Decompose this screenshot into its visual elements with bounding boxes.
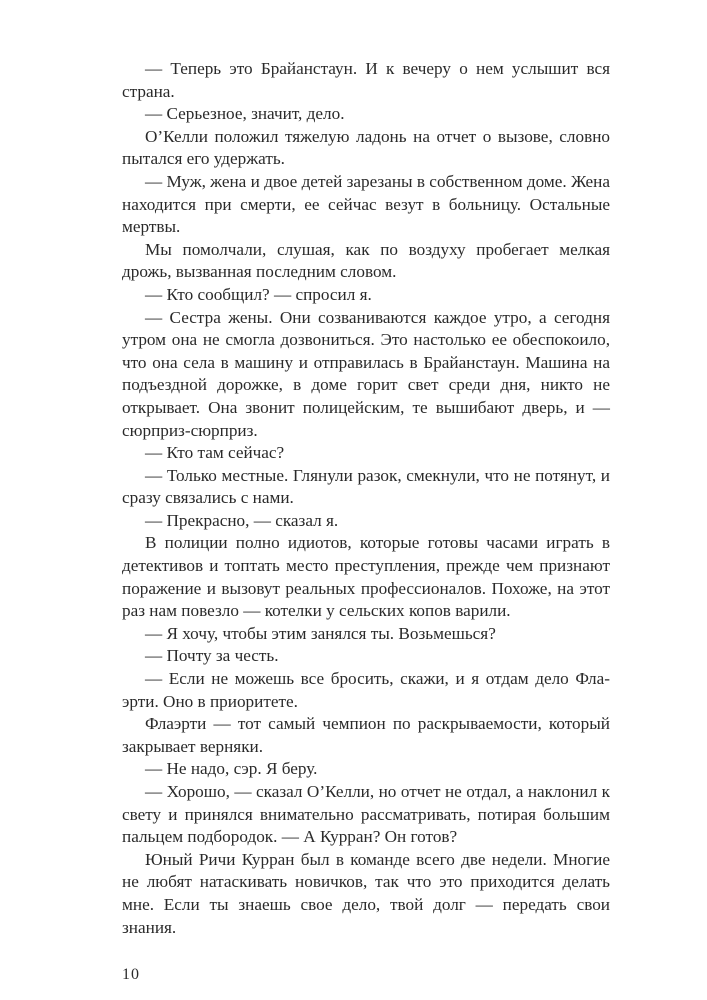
paragraph: — Кто там сейчас? [145, 443, 285, 463]
paragraph: — Прекрасно, — сказал я. [145, 510, 339, 530]
paragraph: Юный Ричи Курран был в команде всего две недели. Многие не любят натаскивать новичков, так что это приходится делать мне. Если ты знаешь свое дело, твой долг — передать свои знания. [122, 849, 610, 937]
paragraph: Флаэрти — тот самый чемпион по раскрываемости, который закрывает верняки. [122, 714, 610, 756]
page-body [122, 58, 610, 939]
paragraph: — Сестра жены. Они созваниваются каждое утро, а сегодня утром она не смогла дозвониться. Это настолько ее обеспокоило, что она села в машину и отправилась в Брайанстаун. Машина на подъездной дорожке, в доме горит свет среди дня, никто не открывает. Она звонит полицейским, те вышибают дверь, и — сюрприз-сюрприз. [122, 307, 610, 440]
page-number: 10 [122, 966, 140, 984]
paragraph: — Кто сообщил? — спросил я. [145, 284, 372, 304]
paragraph: — Серьезное, значит, дело. [145, 104, 345, 124]
paragraph: — Я хочу, чтобы этим занялся ты. Возьмешься? [145, 623, 496, 643]
paragraph: — Почту за честь. [145, 646, 279, 666]
paragraph: — Хорошо, — сказал О’Келли, но отчет не отдал, а наклонил к свету и принялся внимательно рассматривать, потирая большим пальцем подбородок. — А Курран? Он готов? [122, 782, 610, 847]
paragraph: — Не надо, сэр. Я беру. [145, 759, 318, 779]
paragraph: — Если не можешь все бросить, скажи, и я отдам дело Флаэрти. Оно в приоритете. [122, 669, 610, 711]
paragraph: В полиции полно идиотов, которые готовы часами играть в детективов и топтать место преступления, прежде чем признают поражение и вызовут реальных профессионалов. Похоже, на этот раз нам повезло — котелки у сельских копов варили. [122, 533, 610, 621]
paragraph: — Теперь это Брайанстаун. И к вечеру о нем услышит вся страна. [122, 59, 610, 101]
paragraph: О’Келли положил тяжелую ладонь на отчет о вызове, словно пытался его удержать. [122, 126, 610, 169]
paragraph: — Муж, жена и двое детей зарезаны в собственном доме. Жена находится при смерти, ее сейчас везут в больницу. Остальные мертвы. [122, 171, 610, 237]
paragraph: Мы помолчали, слушая, как по воздуху пробегает мелкая дрожь, вызванная последним словом. [122, 239, 610, 282]
paragraph: — Только местные. Глянули разок, смекнули, что не потянут, и сразу связались с нами. [122, 465, 610, 508]
